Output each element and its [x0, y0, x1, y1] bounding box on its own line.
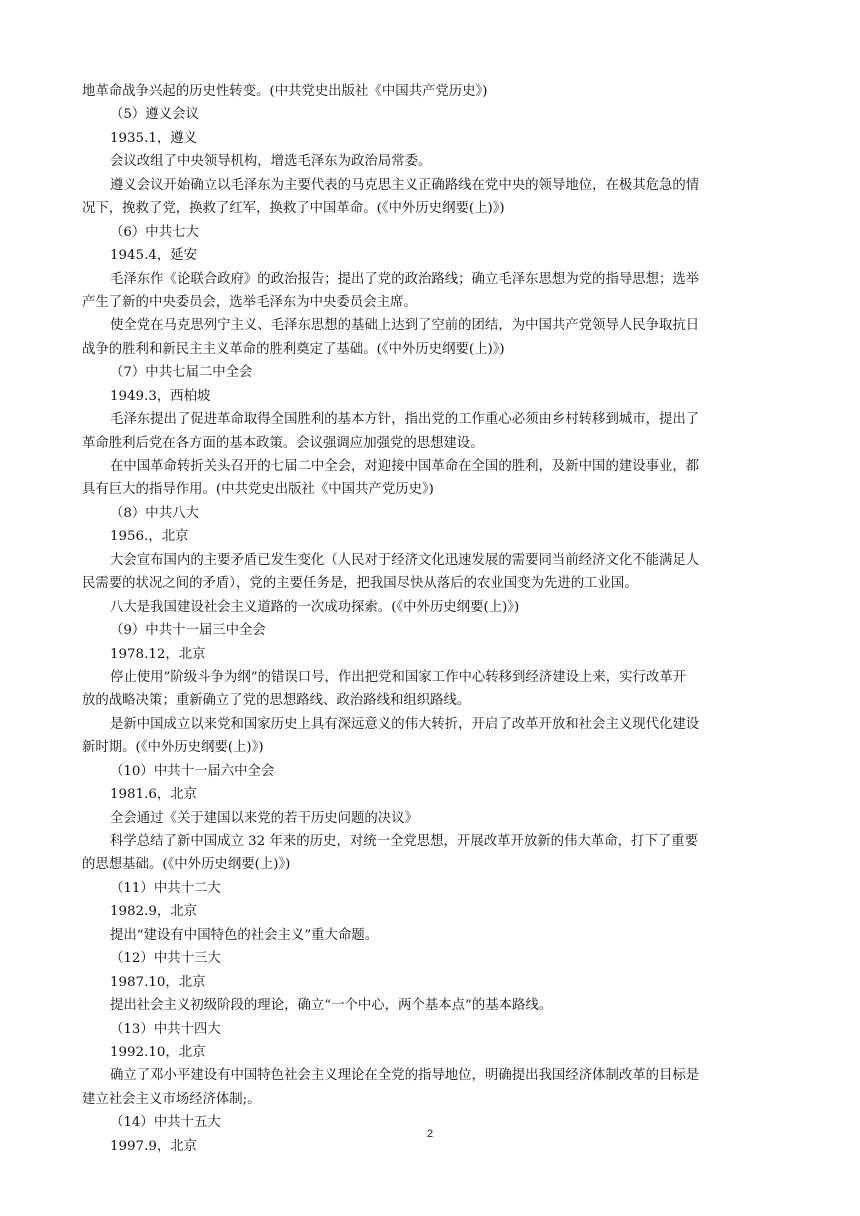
- text-line: 毛泽东提出了促进革命取得全国胜利的基本方针，指出党的工作重心必须由乡村转移到城市，提出了: [110, 412, 700, 428]
- text-line: 使全党在马克思列宁主义、毛泽东思想的基础上达到了空前的团结，为中国共产党领导人民争取抗日: [110, 318, 700, 334]
- text-line: 八大是我国建设社会主义道路的一次成功探索。(《中外历史纲要(上)》): [110, 599, 520, 615]
- text-line: 新时期。(《中外历史纲要(上)》): [82, 740, 264, 756]
- text-line: 大会宣布国内的主要矛盾已发生变化（人民对于经济文化迅速发展的需要同当前经济文化不能满足人: [110, 552, 700, 568]
- text-line: 地革命战争兴起的历史性转变。(中共党史出版社《中国共产党历史》): [82, 84, 488, 99]
- text-line: 战争的胜利和新民主主义革命的胜利奠定了基础。(《中外历史纲要(上)》): [82, 341, 505, 357]
- text-line: 民需要的状况之间的矛盾），党的主要任务是，把我国尽快从落后的农业国变为先进的工业国。: [82, 576, 638, 592]
- text-line: 毛泽东作《论联合政府》的政治报告；提出了党的政治路线；确立毛泽东思想为党的指导思想；选举: [110, 271, 700, 287]
- text-line: 会议改组了中央领导机构，增选毛泽东为政治局常委。: [110, 154, 432, 170]
- text-line: 况下，挽救了党，换救了红军，换救了中国革命。(《中外历史纲要(上)》): [82, 201, 505, 217]
- page-number: 2: [426, 1128, 434, 1140]
- section-heading: （12）中共十三大: [110, 951, 221, 967]
- date-location: 1945.4，延安: [110, 248, 198, 264]
- date-location: 1981.6，北京: [110, 787, 198, 803]
- document-body: [82, 80, 782, 1158]
- section-heading: （7）中共七届二中全会: [110, 365, 253, 381]
- date-location: 1978.12，北京: [110, 646, 206, 662]
- date-location: 1935.1，遵义: [110, 130, 198, 146]
- text-line: 全会通过《关于建国以来党的若干历史问题的决议》: [110, 810, 418, 826]
- date-location: 1982.9，北京: [110, 904, 198, 920]
- date-location: 1949.3，西柏坡: [110, 388, 211, 404]
- section-heading: （10）中共十一届六中全会: [110, 763, 275, 779]
- text-line: 在中国革命转折关头召开的七届二中全会，对迎接中国革命在全国的胜利，及新中国的建设事业，都: [110, 459, 700, 474]
- text-line: 放的战略决策；重新确立了党的思想路线、政治路线和组织路线。: [82, 693, 471, 709]
- date-location: 1987.10，北京: [110, 974, 206, 990]
- section-heading: （6）中共七大: [110, 224, 199, 240]
- text-line: 提出社会主义初级阶段的理论，确立“一个中心，两个基本点”的基本路线。: [110, 998, 553, 1014]
- text-line: 具有巨大的指导作用。(中共党史出版社《中国共产党历史》): [82, 482, 434, 498]
- text-line: 产生了新的中央委员会，选举毛泽东为中央委员会主席。: [82, 294, 417, 310]
- section-heading: （13）中共十四大: [110, 1021, 221, 1037]
- date-location: 1997.9，北京: [110, 1138, 198, 1154]
- text-line: 建立社会主义市场经济体制;。: [82, 1091, 261, 1107]
- text-line: 停止使用”阶级斗争为纲”的错误口号，作出把党和国家工作中心转移到经济建设上来，实行改革开: [110, 669, 687, 685]
- section-heading: （14）中共十五大: [110, 1115, 221, 1131]
- section-heading: （8）中共八大: [110, 505, 199, 521]
- text-line: 提出“建设有中国特色的社会主义”重大命题。: [110, 927, 379, 943]
- text-line: 的思想基础。(《中外历史纲要(上)》): [82, 857, 291, 873]
- text-line: 遵义会议开始确立以毛泽东为主要代表的马克思主义正确路线在党中央的领导地位，在极其危急的情: [110, 177, 700, 193]
- section-heading: （5）遵义会议: [110, 107, 199, 123]
- section-heading: （9）中共十一届三中全会: [110, 623, 266, 639]
- text-line: 是新中国成立以来党和国家历史上具有深远意义的伟大转折，开启了改革开放和社会主义现代化建设: [110, 716, 700, 732]
- date-location: 1956.，北京: [110, 529, 189, 545]
- text-line: 革命胜利后党在各方面的基本政策。会议强调应加强党的思想建设。: [82, 435, 484, 451]
- text-line: 科学总结了新中国成立 32 年来的历史，对统一全党思想，开展改革开放新的伟大革命，打下了重要: [110, 834, 698, 849]
- text-line: 确立了邓小平建设有中国特色社会主义理论在全党的指导地位，明确提出我国经济体制改革的目标是: [110, 1068, 700, 1084]
- section-heading: （11）中共十二大: [110, 880, 221, 896]
- date-location: 1992.10，北京: [110, 1044, 206, 1060]
